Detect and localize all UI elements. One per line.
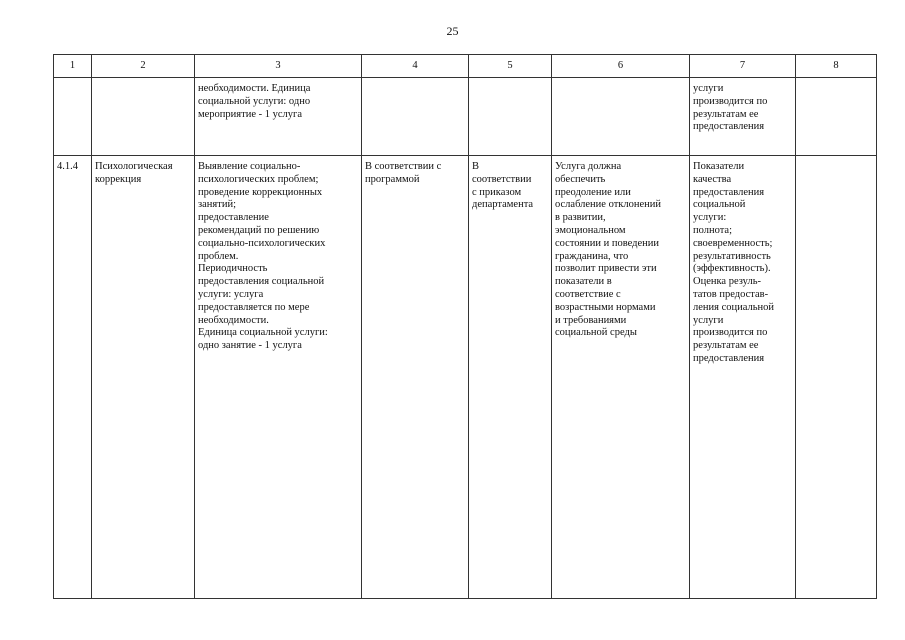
cont-cell-description: необходимости. Единица социальной услуги: одно мероприятие - 1 услуга	[195, 78, 362, 156]
row-cell-quality: Показатели качества предоставления социальной услуги: полнота; своевременность; результативность (эффективность). Оценка резуль- татов предостав- ления социальной услуги производится по результатам ее предоставления	[690, 156, 796, 599]
header-cell-2: 2	[92, 55, 195, 78]
cont-cell-term	[469, 78, 552, 156]
cont-cell-extra	[796, 78, 877, 156]
services-table	[53, 54, 877, 599]
cont-cell-volume	[362, 78, 469, 156]
table-header-row	[54, 55, 877, 78]
page-number: 25	[446, 24, 459, 38]
row-cell-conditions: Услуга должна обеспечить преодоление или ослабление отклонений в развитии, эмоциональном состоянии и поведении гражданина, что позволит привести эти показатели в соответствие с возрастными нормами и требованиями социальной среды	[552, 156, 690, 599]
header-cell-3: 3	[195, 55, 362, 78]
table-row-4-1-4	[54, 156, 877, 599]
header-cell-6: 6	[552, 55, 690, 78]
row-cell-volume: В соответствии с программой	[362, 156, 469, 599]
cont-cell-conditions	[552, 78, 690, 156]
row-cell-term: В соответствии с приказом департамента	[469, 156, 552, 599]
table-row-continuation	[54, 78, 877, 156]
header-cell-4: 4	[362, 55, 469, 78]
cont-cell-number	[54, 78, 92, 156]
row-cell-number: 4.1.4	[54, 156, 92, 599]
header-cell-1: 1	[54, 55, 92, 78]
cont-cell-name	[92, 78, 195, 156]
cont-cell-quality: услуги производится по результатам ее предоставления	[690, 78, 796, 156]
header-cell-8: 8	[796, 55, 877, 78]
header-cell-5: 5	[469, 55, 552, 78]
row-cell-name: Психологическая коррекция	[92, 156, 195, 599]
header-cell-7: 7	[690, 55, 796, 78]
row-cell-extra	[796, 156, 877, 599]
row-cell-description: Выявление социально- психологических проблем; проведение коррекционных занятий; предоставление рекомендаций по решению социально-психологических проблем. Периодичность предоставления социальной услуги: услуга предоставляется по мере необходимости. Единица социальной услуги: одно занятие - 1 услуга	[195, 156, 362, 599]
